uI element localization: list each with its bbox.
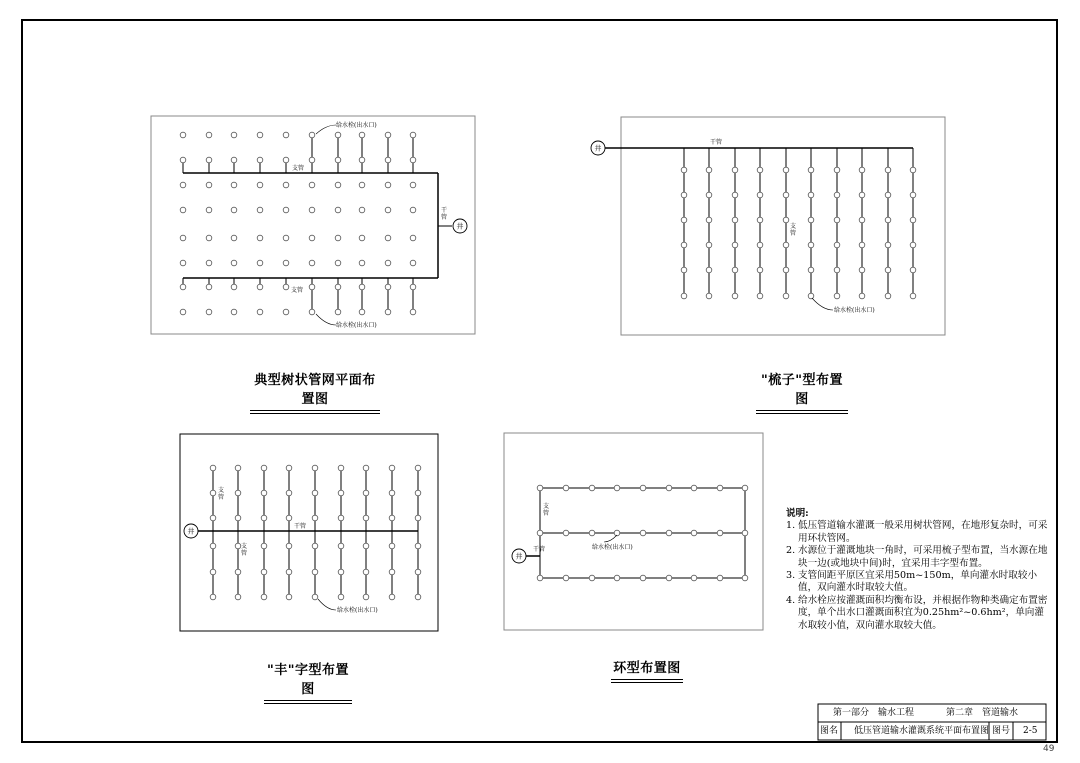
hydrant-marker (410, 309, 416, 315)
note-text: 给水栓应按灌溉面积均衡布设，并根据作物种类确定布置密度，单个出水口灌溉面积宜为0.25hm²~0.6hm²，单向灌水取较小值，双向灌水取较大值。 (798, 594, 1048, 631)
hydrant-marker (312, 465, 318, 471)
hydrant-marker (286, 594, 292, 600)
hydrant-marker (783, 167, 789, 173)
hydrant-label: 给水栓(出水口) (336, 322, 377, 329)
hydrant-marker (706, 217, 712, 223)
hydrant-marker (732, 267, 738, 273)
hydrant-marker (742, 485, 748, 491)
diagram-frame (151, 116, 475, 334)
hydrant-marker (808, 267, 814, 273)
hydrant-marker (235, 465, 241, 471)
hydrant-marker (666, 530, 672, 536)
hydrant-marker (283, 207, 289, 213)
hydrant-marker (359, 284, 365, 290)
hydrant-marker (614, 575, 620, 581)
hydrant-marker (885, 267, 891, 273)
hydrant-marker (717, 575, 723, 581)
drawing-number-label: 图号 (992, 726, 1011, 736)
hydrant-label: 给水栓(出水口) (336, 122, 377, 129)
hydrant-marker (537, 575, 543, 581)
hydrant-marker (257, 235, 263, 241)
drawing-number: 2-5 (1023, 726, 1038, 736)
hydrant-marker (834, 293, 840, 299)
hydrant-marker (706, 267, 712, 273)
branch-pipe-label: 支管 (291, 287, 304, 294)
hydrant-marker (589, 530, 595, 536)
hydrant-marker (732, 167, 738, 173)
hydrant-marker (834, 242, 840, 248)
hydrant-marker (410, 157, 416, 163)
hydrant-marker (385, 132, 391, 138)
hydrant-marker (338, 594, 344, 600)
hydrant-marker (706, 167, 712, 173)
caption-ring-layout (611, 657, 683, 683)
hydrant-marker (563, 575, 569, 581)
hydrant-marker (309, 132, 315, 138)
hydrant-marker (359, 182, 365, 188)
chapter-label: 第二章 (946, 708, 974, 718)
hydrant-marker (859, 267, 865, 273)
hydrant-marker (681, 293, 687, 299)
main-pipe-label: 干管 (710, 139, 723, 146)
hydrant-marker (681, 167, 687, 173)
hydrant-marker (783, 192, 789, 198)
hydrant-marker (757, 192, 763, 198)
hydrant-marker (283, 132, 289, 138)
hydrant-marker (614, 485, 620, 491)
branch-pipe-label: 管 (789, 230, 797, 237)
hydrant-marker (309, 157, 315, 163)
hydrant-marker (385, 182, 391, 188)
note-number: 4. (786, 594, 796, 606)
comb-layout-diagram (591, 117, 945, 335)
hydrant-marker (808, 167, 814, 173)
chapter-name: 管道输水 (982, 708, 1019, 718)
hydrant-marker (834, 267, 840, 273)
caption-text: 环型布置图 (613, 661, 681, 676)
hydrant-marker (757, 167, 763, 173)
hydrant-marker (312, 515, 318, 521)
caption-feng-layout (264, 659, 352, 704)
hydrant-marker (757, 293, 763, 299)
leader-line (316, 125, 336, 134)
hydrant-marker (210, 594, 216, 600)
hydrant-marker (235, 569, 241, 575)
leader-line (318, 599, 336, 610)
caption-comb-layout (756, 369, 848, 414)
hydrant-marker (415, 490, 421, 496)
hydrant-marker (859, 293, 865, 299)
hydrant-marker (732, 293, 738, 299)
hydrant-marker (415, 594, 421, 600)
hydrant-label: 给水栓(出水口) (834, 307, 875, 314)
hydrant-marker (614, 530, 620, 536)
notes-panel (786, 508, 1048, 632)
hydrant-marker (257, 260, 263, 266)
hydrant-marker (359, 207, 365, 213)
hydrant-marker (910, 217, 916, 223)
hydrant-marker (235, 515, 241, 521)
hydrant-marker (335, 309, 341, 315)
hydrant-marker (783, 217, 789, 223)
hydrant-marker (359, 260, 365, 266)
hydrant-marker (385, 157, 391, 163)
hydrant-marker (286, 569, 292, 575)
hydrant-marker (261, 594, 267, 600)
hydrant-marker (235, 543, 241, 549)
hydrant-marker (359, 309, 365, 315)
hydrant-marker (231, 260, 237, 266)
note-text: 支管间距平原区宜采用50m~150m，单向灌水时取较小值，双向灌水时取较大值。 (798, 570, 1038, 594)
diagram-frame (621, 117, 945, 335)
hydrant-marker (309, 235, 315, 241)
hydrant-marker (286, 490, 292, 496)
hydrant-marker (180, 182, 186, 188)
hydrant-marker (235, 594, 241, 600)
hydrant-marker (261, 515, 267, 521)
hydrant-marker (359, 132, 365, 138)
hydrant-marker (640, 530, 646, 536)
hydrant-marker (283, 260, 289, 266)
hydrant-marker (717, 530, 723, 536)
hydrant-marker (309, 260, 315, 266)
hydrant-marker (385, 207, 391, 213)
hydrant-marker (231, 207, 237, 213)
hydrant-marker (286, 543, 292, 549)
caption-text: 典型树状管网平面布置图 (254, 373, 376, 407)
hydrant-marker (859, 242, 865, 248)
hydrant-marker (783, 267, 789, 273)
hydrant-marker (808, 293, 814, 299)
well-label: 井 (515, 552, 523, 561)
hydrant-marker (231, 284, 237, 290)
drawing-name-label: 图名 (820, 726, 839, 736)
hydrant-marker (335, 235, 341, 241)
hydrant-marker (537, 530, 543, 536)
hydrant-marker (206, 207, 212, 213)
hydrant-marker (385, 309, 391, 315)
hydrant-marker (410, 260, 416, 266)
hydrant-marker (206, 284, 212, 290)
branch-pipe-label: 支管 (292, 165, 305, 172)
hydrant-marker (389, 515, 395, 521)
hydrant-marker (691, 485, 697, 491)
hydrant-marker (389, 569, 395, 575)
hydrant-marker (808, 217, 814, 223)
hydrant-marker (180, 157, 186, 163)
hydrant-marker (338, 465, 344, 471)
hydrant-marker (415, 569, 421, 575)
title-block (818, 704, 1046, 740)
hydrant-marker (834, 217, 840, 223)
hydrant-marker (732, 242, 738, 248)
hydrant-marker (385, 235, 391, 241)
hydrant-marker (210, 569, 216, 575)
leader-line (316, 314, 336, 325)
hydrant-marker (732, 217, 738, 223)
main-pipe-label: 管 (440, 214, 448, 221)
hydrant-marker (691, 575, 697, 581)
hydrant-marker (283, 309, 289, 315)
drawing-name: 低压管道输水灌溉系统平面布置图 (854, 726, 990, 736)
hydrant-marker (910, 192, 916, 198)
hydrant-marker (180, 207, 186, 213)
hydrant-marker (312, 594, 318, 600)
caption-text: "梳子"型布置图 (760, 373, 844, 407)
hydrant-marker (537, 485, 543, 491)
title-block-row-2 (818, 722, 1046, 740)
well-label: 井 (456, 222, 464, 231)
hydrant-marker (257, 157, 263, 163)
hydrant-marker (309, 284, 315, 290)
title-block-row-1 (818, 704, 1046, 722)
hydrant-marker (261, 543, 267, 549)
hydrant-marker (910, 293, 916, 299)
well-label: 井 (594, 144, 602, 153)
hydrant-marker (210, 465, 216, 471)
branch-pipe-label: 管 (240, 550, 248, 557)
hydrant-marker (640, 485, 646, 491)
diagram-frame (180, 434, 438, 631)
hydrant-marker (180, 132, 186, 138)
well-label: 井 (187, 527, 195, 536)
notes-title: 说明: (786, 508, 809, 519)
branch-pipe-label: 支 (217, 487, 225, 494)
hydrant-marker (338, 490, 344, 496)
hydrant-marker (389, 465, 395, 471)
hydrant-marker (389, 543, 395, 549)
note-text: 水源位于灌溉地块一角时，可采用梳子型布置，当水源在地块一边(或地块中间)时，宜采用丰字型布置。 (798, 545, 1048, 569)
hydrant-marker (363, 594, 369, 600)
hydrant-marker (363, 543, 369, 549)
page-number: 49 (1043, 744, 1055, 754)
hydrant-marker (859, 192, 865, 198)
hydrant-marker (808, 242, 814, 248)
hydrant-marker (257, 309, 263, 315)
hydrant-marker (210, 515, 216, 521)
note-item (786, 570, 1048, 595)
hydrant-marker (210, 543, 216, 549)
hydrant-marker (415, 543, 421, 549)
hydrant-marker (410, 182, 416, 188)
hydrant-marker (261, 465, 267, 471)
hydrant-marker (363, 569, 369, 575)
hydrant-marker (363, 465, 369, 471)
hydrant-marker (410, 132, 416, 138)
hydrant-marker (286, 465, 292, 471)
ring-layout-diagram (504, 433, 763, 630)
hydrant-marker (180, 235, 186, 241)
hydrant-marker (834, 167, 840, 173)
hydrant-marker (742, 575, 748, 581)
hydrant-marker (385, 260, 391, 266)
hydrant-marker (885, 293, 891, 299)
hydrant-marker (283, 157, 289, 163)
hydrant-marker (235, 490, 241, 496)
hydrant-marker (783, 293, 789, 299)
hydrant-marker (666, 575, 672, 581)
hydrant-marker (691, 530, 697, 536)
hydrant-marker (335, 132, 341, 138)
hydrant-marker (742, 530, 748, 536)
hydrant-marker (335, 260, 341, 266)
feng-layout-diagram (180, 434, 438, 631)
hydrant-marker (283, 182, 289, 188)
hydrant-marker (389, 594, 395, 600)
hydrant-marker (359, 235, 365, 241)
hydrant-marker (231, 157, 237, 163)
hydrant-marker (338, 569, 344, 575)
hydrant-marker (706, 242, 712, 248)
note-item (786, 520, 1048, 545)
hydrant-marker (415, 515, 421, 521)
hydrant-label: 给水栓(出水口) (592, 544, 633, 551)
hydrant-marker (335, 182, 341, 188)
sheet-frame (22, 20, 1057, 742)
tree-network-diagram (151, 116, 475, 334)
hydrant-marker (563, 485, 569, 491)
hydrant-marker (231, 132, 237, 138)
branch-pipe-label: 管 (542, 510, 550, 517)
hydrant-marker (410, 235, 416, 241)
hydrant-marker (666, 485, 672, 491)
hydrant-marker (859, 167, 865, 173)
hydrant-marker (210, 490, 216, 496)
hydrant-marker (206, 132, 212, 138)
hydrant-marker (757, 267, 763, 273)
leader-line (604, 535, 617, 542)
hydrant-marker (206, 157, 212, 163)
hydrant-marker (359, 157, 365, 163)
hydrant-marker (309, 182, 315, 188)
note-item (786, 595, 1048, 632)
hydrant-marker (783, 242, 789, 248)
hydrant-marker (885, 192, 891, 198)
branch-pipe-label: 支 (542, 503, 550, 510)
hydrant-marker (261, 490, 267, 496)
part-label: 第一部分 (833, 708, 870, 718)
hydrant-marker (206, 260, 212, 266)
hydrant-label: 给水栓(出水口) (337, 607, 378, 614)
hydrant-marker (732, 192, 738, 198)
hydrant-marker (681, 192, 687, 198)
hydrant-marker (410, 284, 416, 290)
hydrant-marker (389, 490, 395, 496)
hydrant-marker (717, 485, 723, 491)
hydrant-marker (335, 284, 341, 290)
hydrant-marker (563, 530, 569, 536)
hydrant-marker (363, 515, 369, 521)
hydrant-marker (681, 217, 687, 223)
hydrant-marker (410, 207, 416, 213)
leader-line (812, 298, 833, 310)
hydrant-marker (834, 192, 840, 198)
hydrant-marker (309, 309, 315, 315)
hydrant-marker (910, 242, 916, 248)
hydrant-marker (180, 260, 186, 266)
hydrant-marker (231, 182, 237, 188)
hydrant-marker (335, 157, 341, 163)
hydrant-marker (206, 235, 212, 241)
main-pipe-label: 干管 (294, 523, 307, 530)
hydrant-marker (910, 267, 916, 273)
main-pipe-label: 干 (440, 207, 448, 214)
hydrant-marker (589, 485, 595, 491)
hydrant-marker (180, 309, 186, 315)
hydrant-marker (363, 490, 369, 496)
hydrant-marker (206, 182, 212, 188)
hydrant-marker (338, 515, 344, 521)
note-text: 低压管道输水灌溉一般采用树状管网，在地形复杂时，可采用环状管网。 (798, 520, 1048, 544)
hydrant-marker (231, 235, 237, 241)
branch-pipe-label: 支 (789, 223, 797, 230)
diagram-frame (504, 433, 763, 630)
hydrant-marker (257, 284, 263, 290)
branch-pipe-label: 管 (217, 494, 225, 501)
hydrant-marker (283, 235, 289, 241)
hydrant-marker (335, 207, 341, 213)
hydrant-marker (640, 575, 646, 581)
hydrant-marker (589, 575, 595, 581)
hydrant-marker (312, 490, 318, 496)
hydrant-marker (757, 217, 763, 223)
hydrant-marker (415, 465, 421, 471)
hydrant-marker (885, 167, 891, 173)
hydrant-marker (257, 207, 263, 213)
hydrant-marker (283, 284, 289, 290)
hydrant-marker (312, 569, 318, 575)
hydrant-marker (757, 242, 763, 248)
hydrant-marker (257, 182, 263, 188)
note-number: 3. (786, 570, 796, 582)
hydrant-marker (885, 217, 891, 223)
hydrant-marker (180, 284, 186, 290)
note-number: 1. (786, 520, 796, 532)
hydrant-marker (808, 192, 814, 198)
hydrant-marker (206, 309, 212, 315)
hydrant-marker (286, 515, 292, 521)
hydrant-marker (338, 543, 344, 549)
hydrant-marker (309, 207, 315, 213)
hydrant-marker (681, 242, 687, 248)
hydrant-marker (706, 192, 712, 198)
main-pipe-label: 干管 (533, 546, 546, 553)
hydrant-marker (681, 267, 687, 273)
hydrant-marker (885, 242, 891, 248)
note-number: 2. (786, 545, 796, 557)
part-name: 输水工程 (878, 708, 915, 718)
caption-tree-network (250, 369, 380, 414)
branch-pipe-label: 支 (240, 543, 248, 550)
hydrant-marker (385, 284, 391, 290)
note-item (786, 545, 1048, 570)
hydrant-marker (257, 132, 263, 138)
caption-text: "丰"字型布置图 (266, 663, 350, 697)
hydrant-marker (910, 167, 916, 173)
hydrant-marker (706, 293, 712, 299)
hydrant-marker (231, 309, 237, 315)
hydrant-marker (312, 543, 318, 549)
hydrant-marker (261, 569, 267, 575)
hydrant-marker (859, 217, 865, 223)
